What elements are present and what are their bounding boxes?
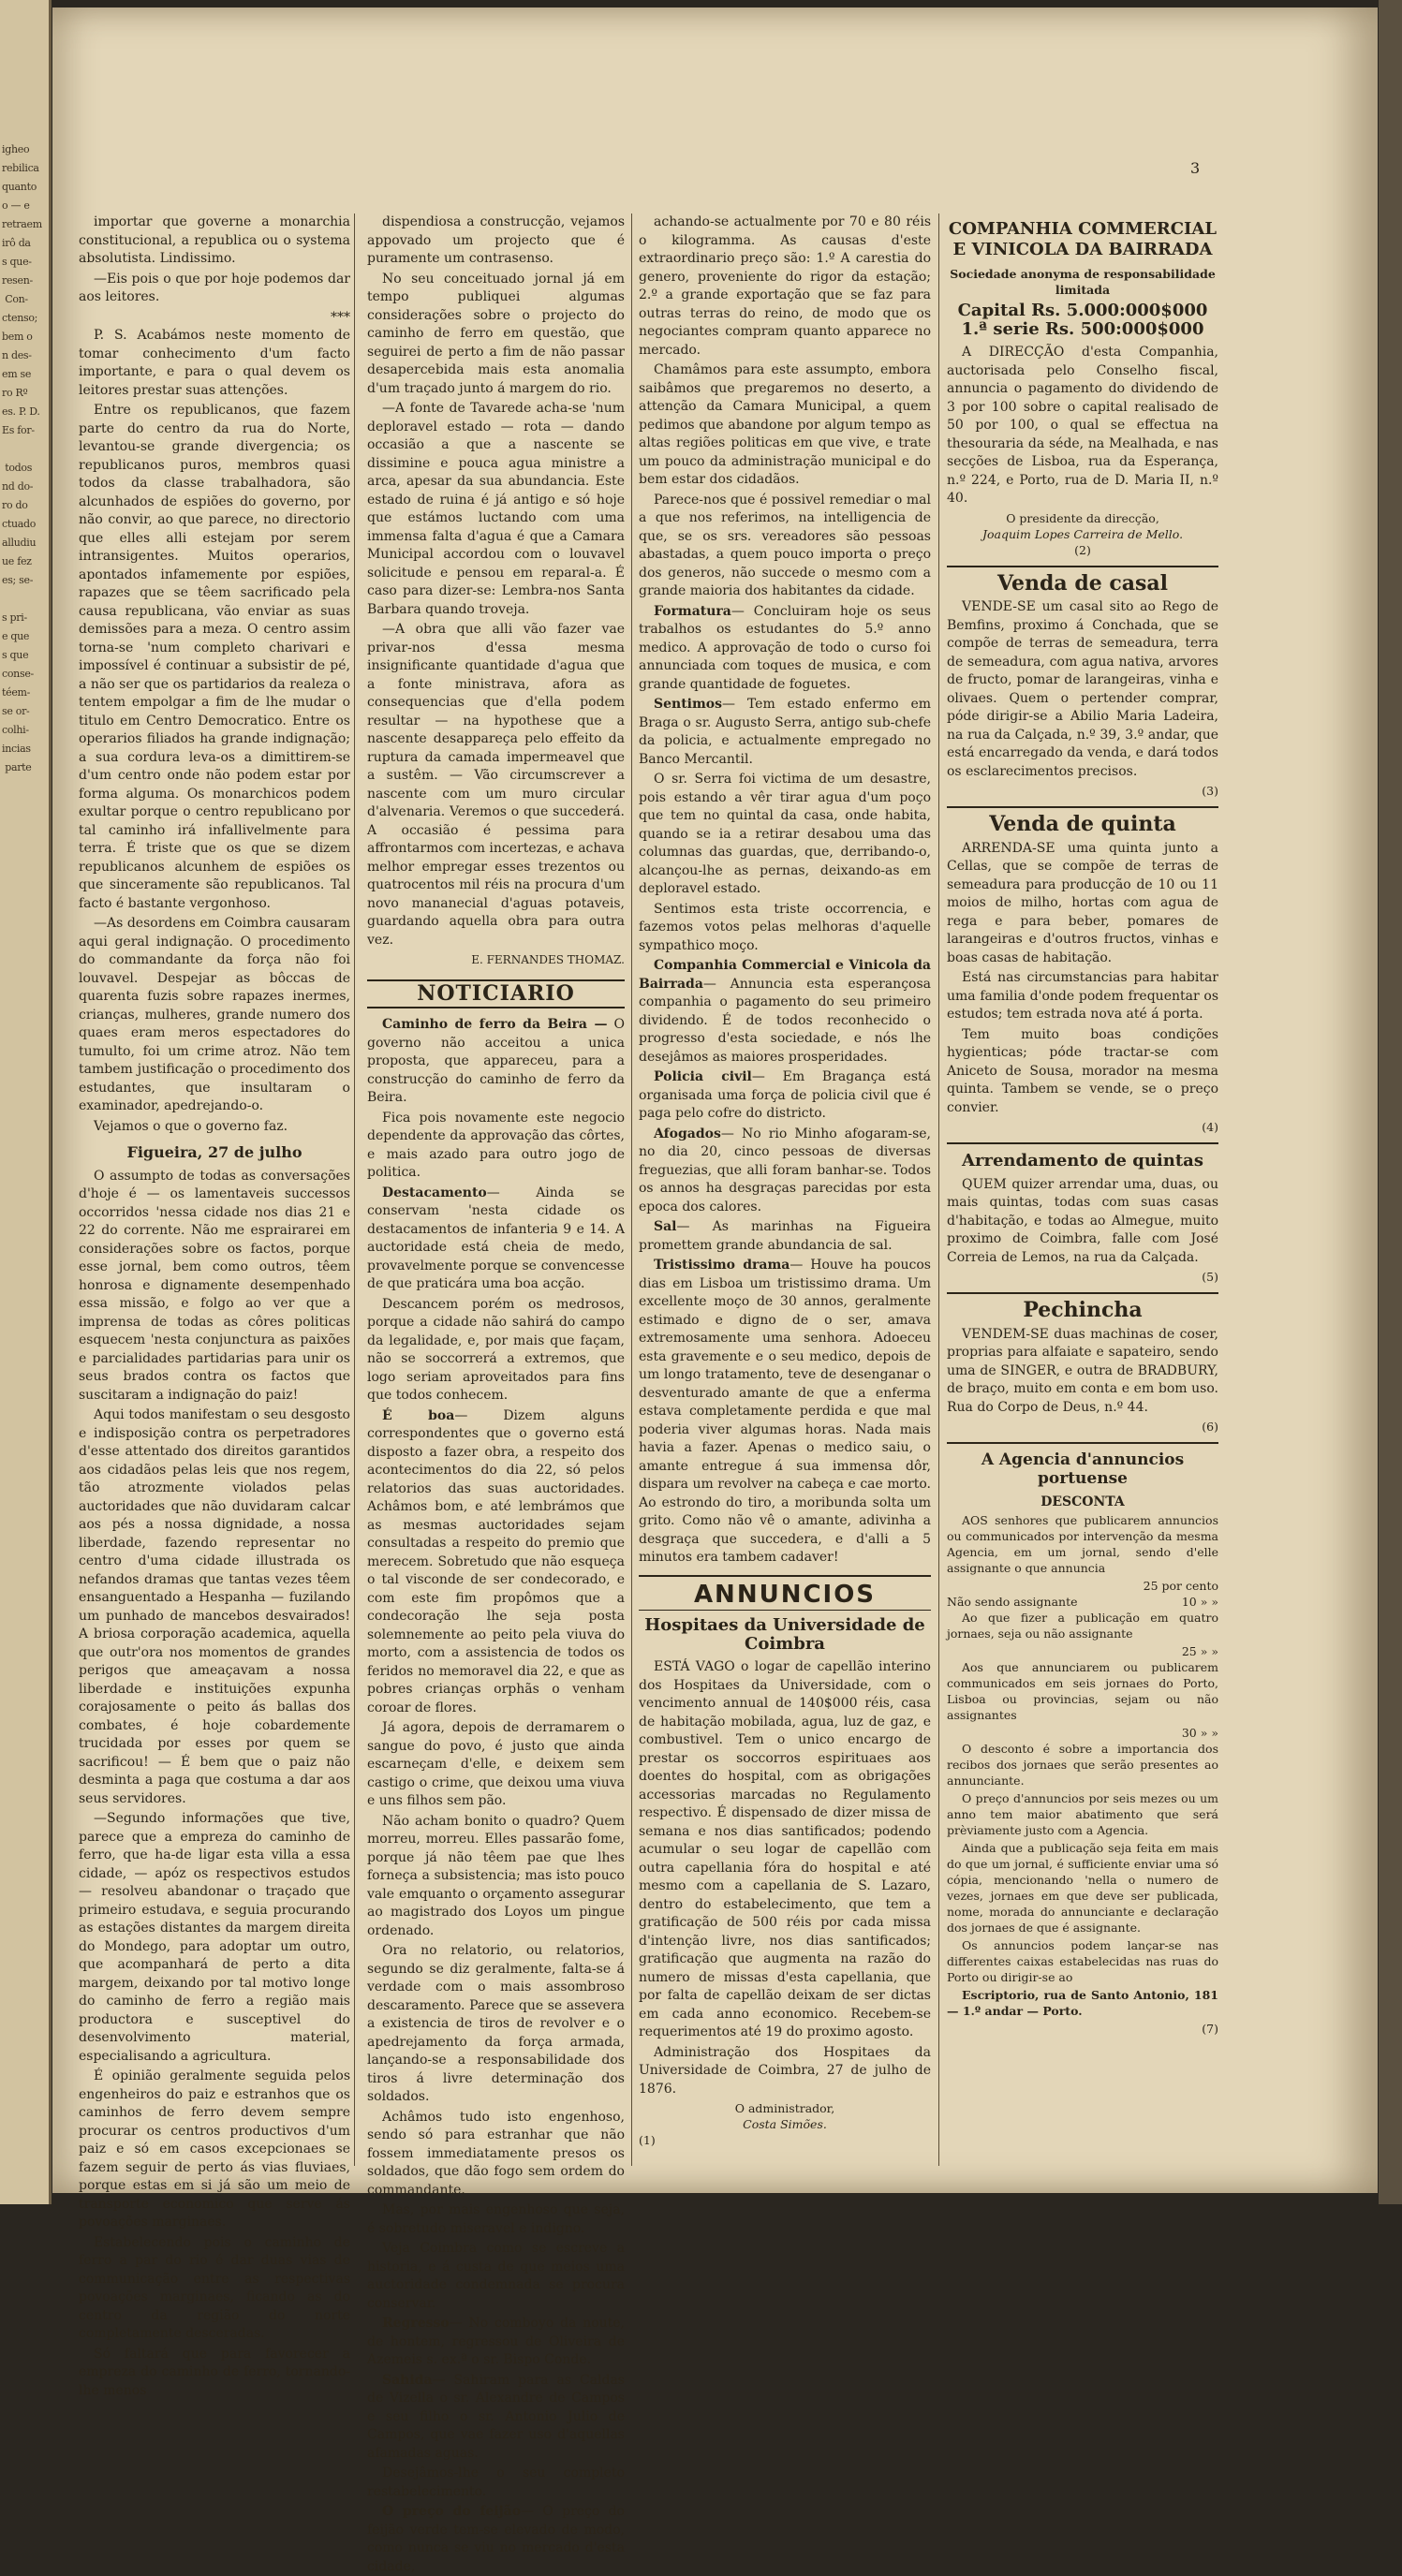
newspaper-page [52, 7, 1378, 2574]
rate-row [947, 1643, 1218, 1659]
ad-signature-name: Costa Simões. [743, 2117, 827, 2131]
news-title: Afogados [654, 1126, 721, 1141]
paragraph: Fica pois novamente este negocio dependente da approvação das côrtes, e mais azado para outro jogo de politica. [367, 1110, 625, 1180]
news-title: Formatura [654, 603, 731, 619]
paragraph: —Segundo informações que tive, parece que a empreza do caminho de ferro, que ha-de ligar esta villa a essa cidade, — apóz os respectivos estudos — resolveu abandonar o traçado que primeiro estudava, e seguia procurando as estações distantes da margem direita do Mondego, para adoptar um outro, que acompanhará de perto a dita margem, deixando por tal motivo longe do caminho de ferro a região mais productora e susceptivel do desenvolvimento material, especialisando a agricultura. [79, 1811, 350, 2064]
ad-text: ESTÁ VAGO o logar de capellão interino dos Hospitaes da Universidade, com o vencimento annual de 140$000 réis, casa de habitação mobilada, agua, luz de gaz, e combustivel. Tem o unico encargo de prestar os soccorros espirituaes aos doentes do hospital, com as obrigações accessorias marcadas no Regulamento respectivo. É dispensado de dizer missa de semana e nos dias santificados; podendo acumular o seu logar de capellão com outra capellania fóra do hospital e até mesmo com a capellania de S. Lazaro, dentro do estabelecimento, que tem a gratificação de 500 réis por cada missa d'intenção livre, nos dias santificados; gratificação que augmenta na razão do numero de missas d'esta capellania, que por falta de capellão deixam de ser dictas em cada anno economico. Recebem-se requerimentos até 19 do proximo agosto. [639, 1659, 931, 2039]
news-title: Sahida [382, 2372, 433, 2388]
news-text: — Sahiram para as Caldas de Vizella o sr. Alexandre de Campos e seu filho o sr. Antonio Julio de Campos, que vae fazer uso d'aquellas afamadas aguas. [367, 2372, 625, 2461]
paragraph: Vejamos o que o governo faz. [94, 1118, 288, 1134]
paragraph: O sr. Serra foi victima de um desastre, pois estando a vêr tirar agua d'um poço que tem no quintal da casa, onde habita, quando se ia a retirar desabou uma das columnas das guardas, que, derribando-o, alcançou-lhe as pernas, deixando-as em deploravel estado. [639, 772, 931, 896]
divider [639, 1610, 931, 1611]
adjacent-page-fragment [0, 0, 52, 2204]
ad-number: (5) [1202, 1270, 1218, 1284]
paragraph: O assumpto de todas as conversações d'hoje é — os lamentaveis successos occorridos 'nessa cidade nos dias 21 e 22 do corrente. Não me esprairarei em considerações sobre os factos, porque esse jornal, bem como outros, têem honrosa e dignamente desempenhado essa missão, e folgo ao ver que a imprensa de todas as côres politicas esquecem 'nesta conjunctura as paixões e parcialidades partidarias para unir os seus brados contra os factos que suscitaram a indignação do paiz! [79, 1168, 350, 1403]
company-series: 1.ª serie Rs. 500:000$000 [961, 318, 1204, 339]
ad-text: Administração dos Hospitaes da Universidade de Coimbra, 27 de julho de 1876. [639, 2044, 931, 2097]
paragraph: dispendiosa a construcção, vejamos appovado um projecto que é puramente um contrasenso. [367, 214, 625, 266]
news-title: O preço do feijão [382, 2504, 522, 2519]
ad-text: O preço d'annuncios por seis mezes ou um anno tem maior abatimento que será prèviamente justo com a Agencia. [947, 1790, 1218, 1837]
rate-row [947, 1578, 1218, 1594]
divider [947, 806, 1218, 808]
ad-text: O desconto é sobre a importancia dos recibos dos jornaes que serão presentes ao annunciante. [947, 1741, 1218, 1788]
news-title: Tristissimo drama [654, 1258, 790, 1273]
paragraph: —As desordens em Coimbra causaram aqui geral indignação. O procedimento do commandante da força não foi louvavel. Despejar as bôccas de quarenta fuzis sobre rapazes inermes, crianças, mulheres, grande numero dos quaes eram meros espectadores do tumulto, foi um crime atroz. Não tem tambem justificação o procedimento dos estudantes, que insultaram o examinador, apedrejando-o. [79, 916, 350, 1113]
column-1 [79, 213, 350, 2398]
rate-row [947, 1594, 1218, 1610]
column-4 [947, 213, 1218, 2166]
news-text: — As marinhas na Figueira promettem grande abundancia de sal. [639, 1219, 931, 1253]
page-number: 3 [1190, 159, 1201, 177]
ad-text: VENDE-SE um casal sito ao Rego de Bemfins, proximo á Conchada, que se compõe de terras de semeadura, terra de semeadura, com agua nativa, arvores de fructo, pomar de larangeiras, vinha e olivaes. Quem o pertender comprar, póde dirigir-se a Abilio Maria Ladeira, na rua da Calçada, n.º 39, 3.º andar, que está encarregado da venda, e dará todos os esclarecimentos precisos. [947, 599, 1218, 779]
paragraph: Mas, por mais engenhoso que seja, é sobretudo miseravel e indigno. [367, 2202, 625, 2236]
ad-text: Aos que annunciarem ou publicarem communicados em seis jornaes do Porto, Lisboa ou provincias, sejam ou não assignantes [947, 1659, 1218, 1722]
rate-label: Não sendo assignante [947, 1594, 1078, 1609]
paragraph: —A obra que alli vão fazer vae privar-nos d'essa mesma insignificante quantidade d'agua que a fonte ministrava, afora as consequencias que d'ella podem resultar — na hypothese que a nascente desappareça pelo effeito da ruptura da camada impermeavel que a sustêm. — Vão circumscrever a nascente com um muro circular d'alvenaria. Veremos o que succederá. A occasião é pessima para affrontarmos com incertezas, e achava melhor empregar esses trezentos ou quatrocentos mil réis na procura d'um novo mananecial d'aguas potaveis, guardando aquella obra para outra vez. [367, 622, 626, 948]
news-text: — Annuncia esta esperançosa companhia o pagamento do seu primeiro dividendo. É de todos reconhecido o progresso d'esta sociedade, e nós lhe desejâmos as maiores prosperidades. [639, 976, 931, 1065]
divider [947, 1142, 1218, 1144]
news-title: Companhia Commercial e Vinicola da Bairrada [639, 958, 931, 992]
ad-number: (7) [1202, 2021, 1218, 2036]
postscript: P. S. Acabámos neste momento de tomar conhecimento d'um facto importante, e para o qual devem os leitores prestar suas attenções. [79, 328, 350, 398]
news-text: — No rio Minho afogaram-se, no dia 20, cinco pessoas de diversas freguezias, que alli foram banhar-se. Todos os annos ha desgraças parecidas por esta epoca dos calores. [639, 1126, 931, 1214]
separator-stars: *** [331, 309, 350, 325]
ad-number: (4) [1202, 1120, 1218, 1134]
paragraph: achando-se actualmente por 70 e 80 réis o kilogramma. As causas d'este extraordinario preço são: 1.º A carestia do genero, proveniente do rigor da estação; 2.º a grande exportação que se faz para outras terras do reino, de modo que os negociantes compram quanto apparece no mercado. [639, 214, 931, 358]
news-title: Sentimos [654, 697, 723, 712]
ad-number: (3) [1202, 784, 1218, 798]
ad-address: Escriptorio, rua de Santo Antonio, 181 — 1.º andar — Porto. [947, 1987, 1218, 2018]
rate-row [947, 1725, 1218, 1741]
paragraph: Não acham bonito o quadro? Quem morreu, morreu. Elles passarão fome, porque já não têem pae que lhes forneça a subsistencia; mas isto pouco vale emquanto o orçamento assegurar ao magistrado dos Loyos um pingue ordenado. [367, 1813, 625, 1938]
ad-text: Ao que fizer a publicação em quatro jornaes, seja ou não assignante [947, 1610, 1218, 1641]
company-heading: COMPANHIA COMMERCIAL E VINICOLA DA BAIRRADA [948, 219, 1218, 259]
paragraph: No seu conceituado jornal já em tempo publiquei algumas considerações sobre o projecto do caminho de ferro em questão, que seguirei de perto a fim de não passar desapercebida mais esta anomalia d'um traçado junto á margem do rio. [367, 271, 625, 396]
news-title: Regresso [382, 2316, 450, 2331]
news-title: Caminho de ferro da Beira — [382, 1017, 608, 1032]
paragraph: Chamâmos para este assumpto, embora saibâmos que pregaremos no deserto, a attenção da Camara Municipal, a quem pedimos que abandone por algum tempo as altas regiões politicas em que vive, e trate um pouco da administração municipal e do bem estar dos cidadãos. [639, 362, 931, 487]
ad-signature-role: O administrador, [734, 2101, 835, 2115]
ad-number: (6) [1202, 1420, 1218, 1434]
paragraph: Estabelecendo pois o caminho de ferro a par do rio é dar duas vias de communicação entre as respectivas povoações marginaes, ficando as do centro da região do norte completamente desceradas. [79, 2234, 350, 2341]
column-rule [938, 213, 939, 2166]
paragraph: Já agora, depois de derramarem o sangue do povo, é justo que ainda escarneçam d'elle, e deixem sem castigo o crime, que deixou uma viuva e uns filhos sem pão. [367, 1720, 625, 1808]
column-rule [354, 213, 355, 2166]
paragraph: Entre os republicanos, que fazem parte do centro da rua do Norte, levantou-se grande divergencia; os republicanos puros, membros quasi todos da classe trabalhadora, são alcunhados de espiões do governo, por não convir, ao que parece, no directorio que elles alli estejam por serem intransigentes. Muitos operarios, apontados infamemente por espiões, rapazes que se têem sacrificado pela causa republicana, vão enviar as suas demissões para a meza. O centro assim torna-se 'num completo charivari e impossível é continuar a subsistir de pé, a não ser que os partidarios da realeza o tentem empolgar a fim de lhe mudar o titulo em Centro Democratico. Entre os operarios filiados ha grande indignação; a sua cordura leva-os a dimittirem-se d'um centro onde não podem estar por forma alguma. Os monarchicos podem exultar porque o centro republicano por tal caminho irá infallivelmente para terra. É triste que os que se dizem republicanos alcunhem de espiões os que sinceramente são republicanos. Tal facto é bastante vergonhoso. [79, 403, 350, 911]
ad-heading: Venda de casal [996, 570, 1169, 596]
news-text: — Dizem alguns correspondentes que o governo está disposto a fazer obra, a respeito dos acontecimentos do dia 22, só pelos relatorios das suas auctoridades. Achâmos bom, e até lembrámos que as mesmas auctoridades sejam consultadas a respeito do premio que merecem. Sobretudo que não esqueça o tal visconde de ser condecorado, e com este fim propômos que a condecoração lhe seja posta solemnemente ao peito pela viuva do morto, com a assistencia de todos os feridos no memoravel dia 22, e que as pobres crianças orphãs o venham coroar de flores. [367, 1407, 625, 1715]
ad-text: Os annuncios podem lançar-se nas differentes caixas estabelecidas nas ruas do Porto ou dirigir-se ao [947, 1937, 1218, 1984]
ad-text: VENDEM-SE duas machinas de coser, proprias para alfaiate e sapateiro, sendo uma de SINGER, e outra de BRADBURY, de braço, muito em conta e em bom uso. Rua do Corpo de Deus, n.º 44. [947, 1326, 1218, 1415]
paragraph: Veja Coimbra como se escreve a historia, e á custa de que meios uma auctoridade condemnada se procura conservar. [367, 2241, 625, 2311]
ad-signature-role: O presidente da direcção, [1006, 510, 1159, 525]
divider [947, 1442, 1218, 1444]
paragraph: —Eis pois o que por hoje podemos dar aos leitores. [79, 271, 350, 304]
paragraph: Parece-nos que é possivel remediar o mal a que nos referimos, na intelligencia de que, se os srs. vereadores são pessoas abastadas, a quem pouco importa o preço dos generos, não succede o mesmo com a grande maioria dos habitantes da cidade. [639, 492, 931, 598]
paragraph: É opinião geralmente seguida pelos engenheiros do paiz e estranhos que os caminhos de ferro devem sempre procurar os centros productivos d'um paiz e só em casos excepcionaes se fazem seguir de perto ás vias fluviaes, porque estas em si já são um meio de transporte economico que serve ás povoações marginaes. [79, 2068, 350, 2230]
ad-signature-name: Joaquim Lopes Carreira de Mello. [981, 526, 1184, 541]
news-title: Policia civil [654, 1069, 752, 1084]
news-text: — O preço do feijão verde tem-se elevado de modo, como nunca se viu no mercado d'esta cidade, [367, 2504, 625, 2574]
ad-heading: Pechincha [1023, 1298, 1143, 1322]
rate-value: 10 » » [1181, 1594, 1218, 1609]
ad-number: (1) [639, 2133, 656, 2147]
paragraph: Achâmos tudo isto engenhoso, sendo só para estranhar que não fossem immediatamente presos os soldados, que dão fogo sem ordem do commandante. [367, 2109, 625, 2198]
rate-value: 30 » » [1181, 1725, 1218, 1740]
divider [639, 1575, 931, 1577]
paragraph: importar que governe a monarchia constitucional, a republica ou o systema absolutista. Lindissimo. [79, 214, 350, 266]
ad-subheading: DESCONTA [1040, 1494, 1125, 1509]
news-title: É boa [382, 1407, 455, 1423]
divider [947, 1292, 1218, 1294]
news-text: — Tem estado enfermo em Braga o sr. Augusto Serra, antigo sub-chefe da policia, e actualmente empregado no Banco Mercantil. [639, 697, 931, 767]
paragraph: Ora no relatorio, ou relatorios, segundo se diz geralmente, falta-se á verdade com o mais assombroso descaramento. Parece que se assevera a existencia de tiros de revolver e o apedrejamento da força armada, lançando-se a responsabilidade dos tiros á livre determinação dos soldados. [367, 1943, 625, 2104]
annuncios-heading: ANNUNCIOS [693, 1580, 877, 1609]
ad-text: Está nas circumstancias para habitar uma familia d'onde podem frequentar os estudos; tem estrada nova até á porta. [947, 970, 1218, 1022]
ad-heading: Arrendamento de quintas [962, 1151, 1203, 1170]
paragraph: Só faltará que para favorecer a empreza do caminho de ferro, tornando-lhe menos [79, 2346, 350, 2398]
rate-value: 25 por cento [1143, 1578, 1218, 1593]
rate-value: 25 » » [1181, 1643, 1218, 1658]
adjacent-page-text: igheo rebilica quanto o — e retraem irô da s que- resen- Con- ctenso; bem o n des- em se ro Rº es. P. D. Es for- todos nd do- ro do ctuado alludiu ue fez es; se- s pri- e que s que conse- téem- se or- colhi- incias parte [2, 143, 42, 773]
column-2 [367, 213, 626, 2574]
ad-text: Tem muito boas condições hygienticas; póde tractar-se com Aniceto de Sousa, morador na mesma quinta. Tambem se vende, se o preço convier. [947, 1026, 1218, 1115]
paragraph: Desejâmos-lhe o seu completo restabelecimento. [367, 2466, 625, 2499]
news-text: — No comboyo da noute, de hontem, regressou de Oliveira de Azemeis s. ex.ª o sr. Bispo Conde. [367, 2316, 625, 2367]
paragraph: —A fonte de Tavarede acha-se 'num deploravel estado — rota — dando occasião a que a nascente se dissimine e pouca agua ministre a arca, apesar da sua abundancia. Este estado de ruina é já antigo e só hoje que estámos luctando com uma immensa falta d'agua é que a Camara Municipal accordou com o louvavel solicitude e pensou em reparal-a. É caso para dizer-se: Lembra-nos Santa Barbara quando troveja. [367, 401, 625, 617]
noticiario-heading: NOTICIARIO [367, 979, 625, 1009]
section-heading: Figueira, 27 de julho [126, 1143, 303, 1161]
news-text: — Em Bragança está organisada uma força de policia civil que é paga pelo cofre do districto. [639, 1069, 931, 1121]
author-signature: E. FERNANDES THOMAZ. [471, 953, 625, 966]
ad-text: AOS senhores que publicarem annuncios ou communicados por intervenção da mesma Agencia, em um jornal, sendo d'elle assignante o que annuncia [947, 1512, 1218, 1575]
company-capital: Capital Rs. 5.000:000$000 [957, 301, 1208, 320]
column-3 [639, 213, 931, 2166]
news-title: Sal [654, 1219, 677, 1234]
ad-heading: Hospitaes da Universidade de Coimbra [644, 1615, 925, 1654]
company-subheading: Sociedade anonyma de responsabilidade limitada [950, 267, 1216, 297]
news-text: O governo não acceitou a unica proposta, que appareceu, para a construcção do caminho de ferro da Beira. [367, 1017, 625, 1105]
column-rule [631, 213, 632, 2166]
news-title: Destacamento [382, 1185, 487, 1200]
paragraph: Sentimos esta triste occorrencia, e fazemos votos pelas melhoras d'aquelle sympathico moço. [639, 901, 931, 953]
paragraph: Aqui todos manifestam o seu desgosto e indisposição contra os perpetradores d'esse attentado dos direitos garantidos aos cidadãos pelas leis que nos regem, tão atrozmente violados pelas auctoridades que não duvidaram calcar aos pés a nossa dignidade, a nossa liberdade, fazendo representar no centro d'uma cidade illustrada os nefandos dramas que tantas vezes têem ensanguentado a Hespanha — fuzilando um punhado de mancebos desvairados! A briosa corporação academica, aquella que outr'ora nos momentos de grandes perigos que ameaçavam a nossa liberdade e instituições expunha corajosamente o peito ás ballas dos combates, é hoje cobardemente trucidada por esses por quem se sacrificou! — É bem que o paiz não desminta a paga que costuma a dar aos seus servidores. [79, 1407, 350, 1806]
ad-text: ARRENDA-SE uma quinta junto a Cellas, que se compõe de terras de semeadura para producção de 10 ou 11 moios de milho, hortas com agua de rega e para beber, pomares de larangeiras e d'outros fructos, vinhas e boas casas de habitação. [947, 840, 1218, 965]
ad-text: Ainda que a publicação seja feita em mais do que um jornal, é sufficiente enviar uma só cópia, mencionando 'nella o numero de vezes, jornaes em que deve ser publicada, nome, morada do annunciante e declaração dos jornaes de que é assignante. [947, 1840, 1218, 1935]
paragraph: Descancem porém os medrosos, porque a cidade não sahirá do campo da legalidade, e, por mais que façam, não se soccorrerá a extremos, que logo seriam aproveitados para fins que todos conhecem. [367, 1296, 625, 1403]
news-text: — Ainda se conservam 'nesta cidade os destacamentos de infanteria 9 e 14. A auctoridade está cheia de medo, provavelmente porque se convencesse de que praticára uma boa acção. [367, 1185, 625, 1291]
news-text: — Concluiram hoje os seus trabalhos os estudantes do 5.º anno medico. A approvação de todo o curso foi annunciada com toques de musica, e com grande quantidade de foguetes. [639, 603, 931, 692]
ad-text: A DIRECÇÃO d'esta Companhia, auctorisada pelo Conselho fiscal, annuncia o pagamento do dividendo de 3 por 100 sobre o capital realisado de 50 por 100, o qual se effectua na thesouraria da séde, na Mealhada, e nas secções de Lisboa, rua da Esperança, n.º 224, e Porto, rua de D. Maria II, n.º 40. [947, 345, 1218, 506]
ad-text: QUEM quizer arrendar uma, duas, ou mais quintas, todas com suas casas d'habitação, e todas ao Almegue, muito proximo de Coimbra, falle com José Correia de Lemos, na rua da Calçada. [947, 1176, 1218, 1265]
ad-number: (2) [1074, 542, 1091, 557]
binding-edge [1379, 0, 1402, 2204]
ad-heading: Venda de quinta [989, 812, 1176, 836]
news-text: — Houve ha poucos dias em Lisboa um tristissimo drama. Um excellente moço de 30 annos, geralmente estimado e digno de o ser, amava extremosamente uma senhora. Adoeceu esta gravemente e o seu medico, depois de um longo tratamento, teve de desenganar o desventurado amante de que a enferma estava completamente perdida e que mal poderia viver algumas horas. Nada mais havia a fazer. Apenas o medico saiu, o amante entregue á sua immensa dôr, dispara um revolver na cabeça e cae morto. Ao estrondo do tiro, a moribunda solta um grito. Como não vê o amante, adivinha a desgraça que succedera, e d'alli a 5 minutos era tambem cadaver! [639, 1258, 931, 1565]
divider [947, 566, 1218, 567]
ad-heading: A Agencia d'annuncios portuense [981, 1450, 1185, 1488]
